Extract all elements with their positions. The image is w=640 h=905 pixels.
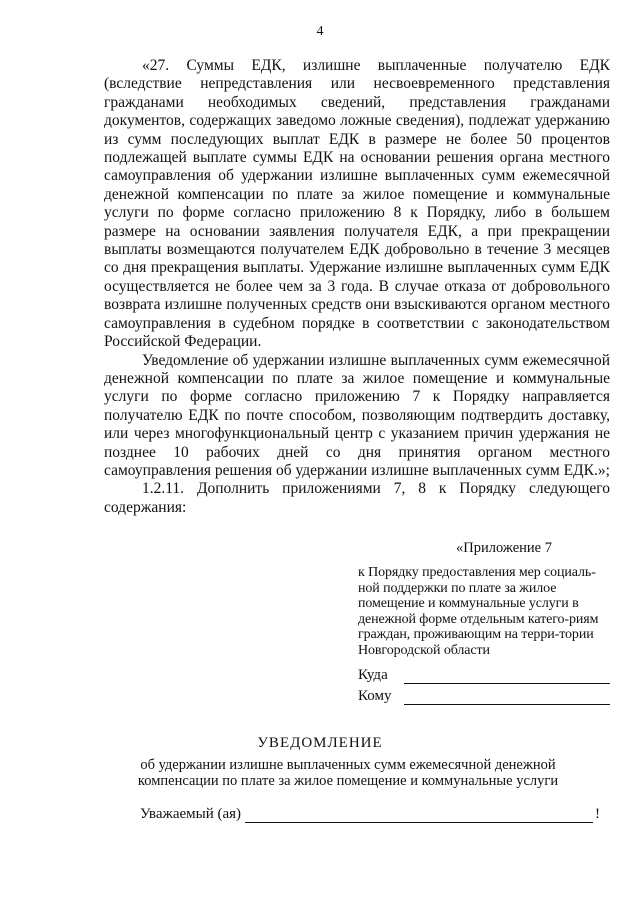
paragraph-27: «27. Суммы ЕДК, излишне выплаченные получателю ЕДК (вследствие непредставления или несвоевременного представления гражданами необходимых сведений, представления гражданами документов, содержащих заведомо ложные сведения), подлежат удержанию из сумм последующих выплат ЕДК в размере не более 50 процентов подлежащей выплате суммы ЕДК на основании решения органа местного самоуправления об удержании излишне выплаченных сумм ежемесячной денежной компенсации по плате за жилое помещение и коммунальные услуги по форме согласно приложению 8 к Порядку, либо в большем размере на основании заявления получателя ЕДК, а при прекращении выплаты возмещаются получателем ЕДК добровольно в течение 3 месяцев со дня прекращения выплаты. Удержание излишне выплаченных сумм ЕДК осуществляется не более чем за 3 года. В случае отказа от добровольного возврата излишне полученных средств они взыскиваются органом местного самоуправления в судебном порядке в соответствии с законодательством Российской Федерации. bbox=[104, 57, 610, 351]
appendix-caption: к Порядку предоставления мер социаль-ной поддержки по плате за жилое помещение и коммунальные услуги в денежной форме отдельным катего-риям граждан, проживающим на терри-тории Новгородской области bbox=[358, 565, 599, 658]
address-to-field bbox=[404, 671, 610, 684]
paragraph-notification: Уведомление об удержании излишне выплаченных сумм ежемесячной денежной компенсации по плате за жилое помещение и коммунальные услуги по форме согласно приложению 7 к Порядку направляется получателю ЕДК по почте способом, позволяющим подтвердить доставку, или через многофункциональный центр с указанием причин удержания не позднее 10 рабочих дней со дня принятия органом местного самоуправления решения об удержании излишне выплаченных сумм ЕДК.»; bbox=[104, 351, 610, 479]
salutation-row bbox=[140, 806, 600, 823]
address-to-label: Куда bbox=[358, 667, 388, 683]
address-block bbox=[358, 663, 610, 705]
salutation-name-field bbox=[245, 810, 593, 823]
address-whom-field bbox=[404, 692, 610, 705]
address-to-row bbox=[358, 663, 610, 684]
page-number: 4 bbox=[316, 24, 324, 39]
notice-subtitle: об удержании излишне выплаченных сумм ежемесячной денежной компенсации по плате за жилое помещение и коммунальные услуги bbox=[137, 757, 559, 789]
paragraph-1-2-11: 1.2.11. Дополнить приложениями 7, 8 к Порядку следующего содержания: bbox=[104, 480, 610, 516]
appendix-header bbox=[358, 540, 610, 658]
body-text bbox=[104, 57, 610, 517]
salutation-exclamation: ! bbox=[595, 806, 600, 822]
appendix-title: «Приложение 7 bbox=[456, 540, 552, 556]
salutation-label: Уважаемый (ая) bbox=[140, 806, 242, 822]
address-whom-label: Кому bbox=[358, 688, 392, 704]
notice-heading: УВЕДОМЛЕНИЕ bbox=[257, 735, 383, 751]
address-whom-row bbox=[358, 684, 610, 705]
